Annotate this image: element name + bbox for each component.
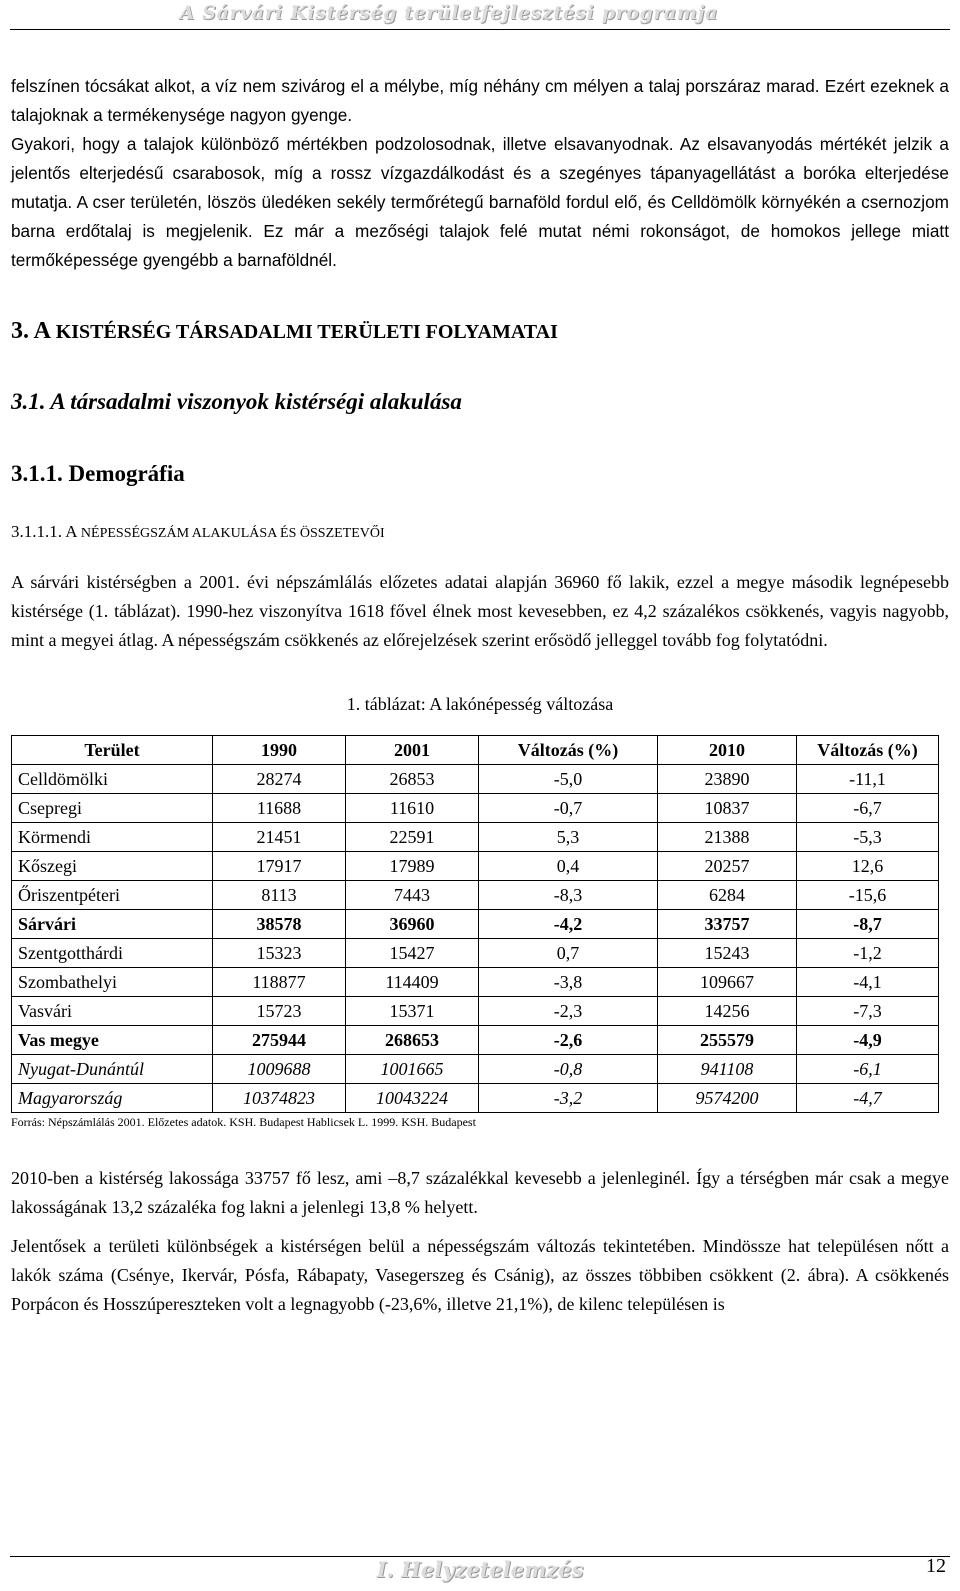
table-cell-value: -8,3 — [479, 881, 658, 910]
header-cell-change-2001: Változás (%) — [479, 736, 658, 765]
intro-paragraph-2: Gyakori, hogy a talajok különböző mértékben podzolosodnak, illetve elsavanyodnak. Az elsavanyodás mértékét jelzik a jelentős elterjedésű csarabosok, míg a rossz vízgazdálkodást és a szegényes tápanyagellátást a boróka elterjedése mutatja. A cser területén, löszös üledéken sekély termőrétegű barnaföld fordul elő, és Celldömölk környékén a csernozjom barna erdőtalaj is megjelenik. Ez már a mezőségi talajok felé mutat némi rokonságot, de homokos jellege miatt termőképessége gyengébb a barnaföldnél. — [11, 134, 949, 270]
table-cell-value: 268653 — [346, 1026, 479, 1055]
table-header-row — [12, 736, 939, 765]
table-cell-value: 12,6 — [797, 852, 939, 881]
header-title: A Sárvári Kistérség területfejlesztési programja — [179, 2, 718, 24]
subsubsection-heading — [11, 520, 949, 546]
table-cell-value: -3,8 — [479, 968, 658, 997]
table-source: Forrás: Népszámlálás 2001. Előzetes adatok. KSH. Budapest Hablicsek L. 1999. KSH. Budapest — [11, 1115, 476, 1129]
table-cell-value: 1001665 — [346, 1055, 479, 1084]
page-content — [11, 72, 949, 1319]
body-paragraph-population: A sárvári kistérségben a 2001. évi népszámlálás előzetes adatai alapján 36960 fő lakik, ezzel a megye második legnépesebb kistérsége (1. táblázat). 1990-hez viszonyítva 1618 fővel élnek most kevesebben, ez 4,2 százalékos csökkenés, vagyis nagyobb, mint a megyei átlag. A népességszám csökkenés az előrejelzések szerint erősödő jelleggel tovább fog folytatódni. — [11, 572, 949, 650]
table-row — [12, 765, 939, 794]
table-cell-value: 15323 — [213, 939, 346, 968]
table-body — [12, 765, 939, 1113]
table-cell-area: Magyarország — [12, 1084, 213, 1113]
table-cell-value: 22591 — [346, 823, 479, 852]
body-paragraph-forecast: 2010-ben a kistérség lakossága 33757 fő lesz, ami –8,7 százalékkal kevesebb a jelenleginél. Így a térségben már csak a megye lakosságának 13,2 százaléka fog lakni a jelenlegi 13,8 % helyett. — [11, 1168, 949, 1217]
page-header — [0, 0, 960, 32]
table-cell-value: -4,7 — [797, 1084, 939, 1113]
table-cell-value: 8113 — [213, 881, 346, 910]
table-cell-value: 941108 — [658, 1055, 797, 1084]
subsubsection-heading-number: 3.1.1.1. A — [11, 522, 77, 541]
table-cell-value: 10837 — [658, 794, 797, 823]
header-cell-change-2010: Változás (%) — [797, 736, 939, 765]
table-row — [12, 1026, 939, 1055]
header-cell-2001: 2001 — [346, 736, 479, 765]
table-cell-value: -11,1 — [797, 765, 939, 794]
page-number: 12 — [926, 1555, 946, 1577]
table-cell-area: Vasvári — [12, 997, 213, 1026]
chapter-heading-text: KISTÉRSÉG TÁRSADALMI TERÜLETI FOLYAMATAI — [55, 321, 558, 343]
table-cell-area: Celldömölki — [12, 765, 213, 794]
table-cell-value: 10043224 — [346, 1084, 479, 1113]
table-row — [12, 997, 939, 1026]
table-row — [12, 852, 939, 881]
table-row — [12, 823, 939, 852]
table-cell-value: -4,2 — [479, 910, 658, 939]
table-cell-value: -3,2 — [479, 1084, 658, 1113]
table-cell-value: -6,7 — [797, 794, 939, 823]
subsection-heading: 3.1.1. Demográfia — [11, 461, 185, 486]
table-cell-value: 15243 — [658, 939, 797, 968]
table-cell-area: Sárvári — [12, 910, 213, 939]
table-cell-value: 26853 — [346, 765, 479, 794]
table-cell-value: 28274 — [213, 765, 346, 794]
table-cell-value: -2,3 — [479, 997, 658, 1026]
table-cell-area: Szentgotthárdi — [12, 939, 213, 968]
table-cell-value: 21451 — [213, 823, 346, 852]
table-cell-value: 11610 — [346, 794, 479, 823]
table-cell-value: -4,1 — [797, 968, 939, 997]
table-cell-area: Kőszegi — [12, 852, 213, 881]
table-cell-value: 15723 — [213, 997, 346, 1026]
table-cell-value: 275944 — [213, 1026, 346, 1055]
table-cell-value: 10374823 — [213, 1084, 346, 1113]
table-cell-value: -15,6 — [797, 881, 939, 910]
table-cell-value: 17917 — [213, 852, 346, 881]
table-cell-value: 20257 — [658, 852, 797, 881]
table-cell-value: 5,3 — [479, 823, 658, 852]
table-cell-area: Vas megye — [12, 1026, 213, 1055]
table-cell-area: Körmendi — [12, 823, 213, 852]
table-cell-value: 15371 — [346, 997, 479, 1026]
population-table — [11, 735, 939, 1113]
table-cell-value: -8,7 — [797, 910, 939, 939]
header-cell-1990: 1990 — [213, 736, 346, 765]
chapter-heading-number: 3. A — [11, 318, 50, 344]
header-cell-2010: 2010 — [658, 736, 797, 765]
subsubsection-heading-text: NÉPESSÉGSZÁM ALAKULÁSA ÉS ÖSSZETEVŐI — [80, 526, 385, 541]
table-cell-value: -0,8 — [479, 1055, 658, 1084]
table-cell-value: 33757 — [658, 910, 797, 939]
chapter-heading — [11, 315, 949, 348]
table-caption: 1. táblázat: A lakónépesség változása — [346, 694, 614, 714]
table-cell-area: Szombathelyi — [12, 968, 213, 997]
body-paragraph-differences: Jelentősek a területi különbségek a kistérségen belül a népességszám változás tekintetében. Mindössze hat településen nőtt a lakók száma (Csénye, Ikervár, Pósfa, Rábapaty, Vasegerszeg és Csánig), az összes többiben csökkent (2. ábra). A csökkenés Porpácon és Hosszúpereszteken volt a legnagyobb (-23,6%, illetve 21,1%), de kilenc településen is — [11, 1236, 949, 1314]
intro-paragraph-1: felszínen tócsákat alkot, a víz nem szivárog el a mélybe, míg néhány cm mélyen a talaj porszáraz marad. Ezért ezeknek a talajoknak a termékenysége nagyon gyenge. — [11, 76, 949, 125]
table-cell-value: -2,6 — [479, 1026, 658, 1055]
table-cell-value: 17989 — [346, 852, 479, 881]
table-cell-value: -5,0 — [479, 765, 658, 794]
table-cell-value: 118877 — [213, 968, 346, 997]
table-cell-area: Őriszentpéteri — [12, 881, 213, 910]
table-cell-value: 23890 — [658, 765, 797, 794]
table-cell-value: 9574200 — [658, 1084, 797, 1113]
table-row — [12, 910, 939, 939]
header-cell-area: Terület — [12, 736, 213, 765]
table-row — [12, 939, 939, 968]
table-cell-value: 1009688 — [213, 1055, 346, 1084]
table-cell-value: -0,7 — [479, 794, 658, 823]
table-cell-value: 36960 — [346, 910, 479, 939]
table-cell-area: Nyugat-Dunántúl — [12, 1055, 213, 1084]
table-cell-value: 21388 — [658, 823, 797, 852]
table-cell-value: -1,2 — [797, 939, 939, 968]
table-cell-value: 114409 — [346, 968, 479, 997]
table-cell-value: -6,1 — [797, 1055, 939, 1084]
table-cell-value: 11688 — [213, 794, 346, 823]
table-cell-value: 0,4 — [479, 852, 658, 881]
table-row — [12, 1084, 939, 1113]
table-cell-value: -7,3 — [797, 997, 939, 1026]
table-cell-value: 38578 — [213, 910, 346, 939]
table-cell-area: Csepregi — [12, 794, 213, 823]
table-cell-value: 0,7 — [479, 939, 658, 968]
table-cell-value: -4,9 — [797, 1026, 939, 1055]
table-row — [12, 794, 939, 823]
table-row — [12, 1055, 939, 1084]
footer-title: I. Helyzetelemzés — [376, 1557, 584, 1582]
table-cell-value: 6284 — [658, 881, 797, 910]
table-cell-value: -5,3 — [797, 823, 939, 852]
section-heading: 3.1. A társadalmi viszonyok kistérségi alakulása — [11, 389, 462, 414]
table-row — [12, 881, 939, 910]
table-row — [12, 968, 939, 997]
table-cell-value: 14256 — [658, 997, 797, 1026]
table-cell-value: 7443 — [346, 881, 479, 910]
header-rule — [10, 29, 950, 30]
table-cell-value: 15427 — [346, 939, 479, 968]
table-cell-value: 109667 — [658, 968, 797, 997]
table-cell-value: 255579 — [658, 1026, 797, 1055]
